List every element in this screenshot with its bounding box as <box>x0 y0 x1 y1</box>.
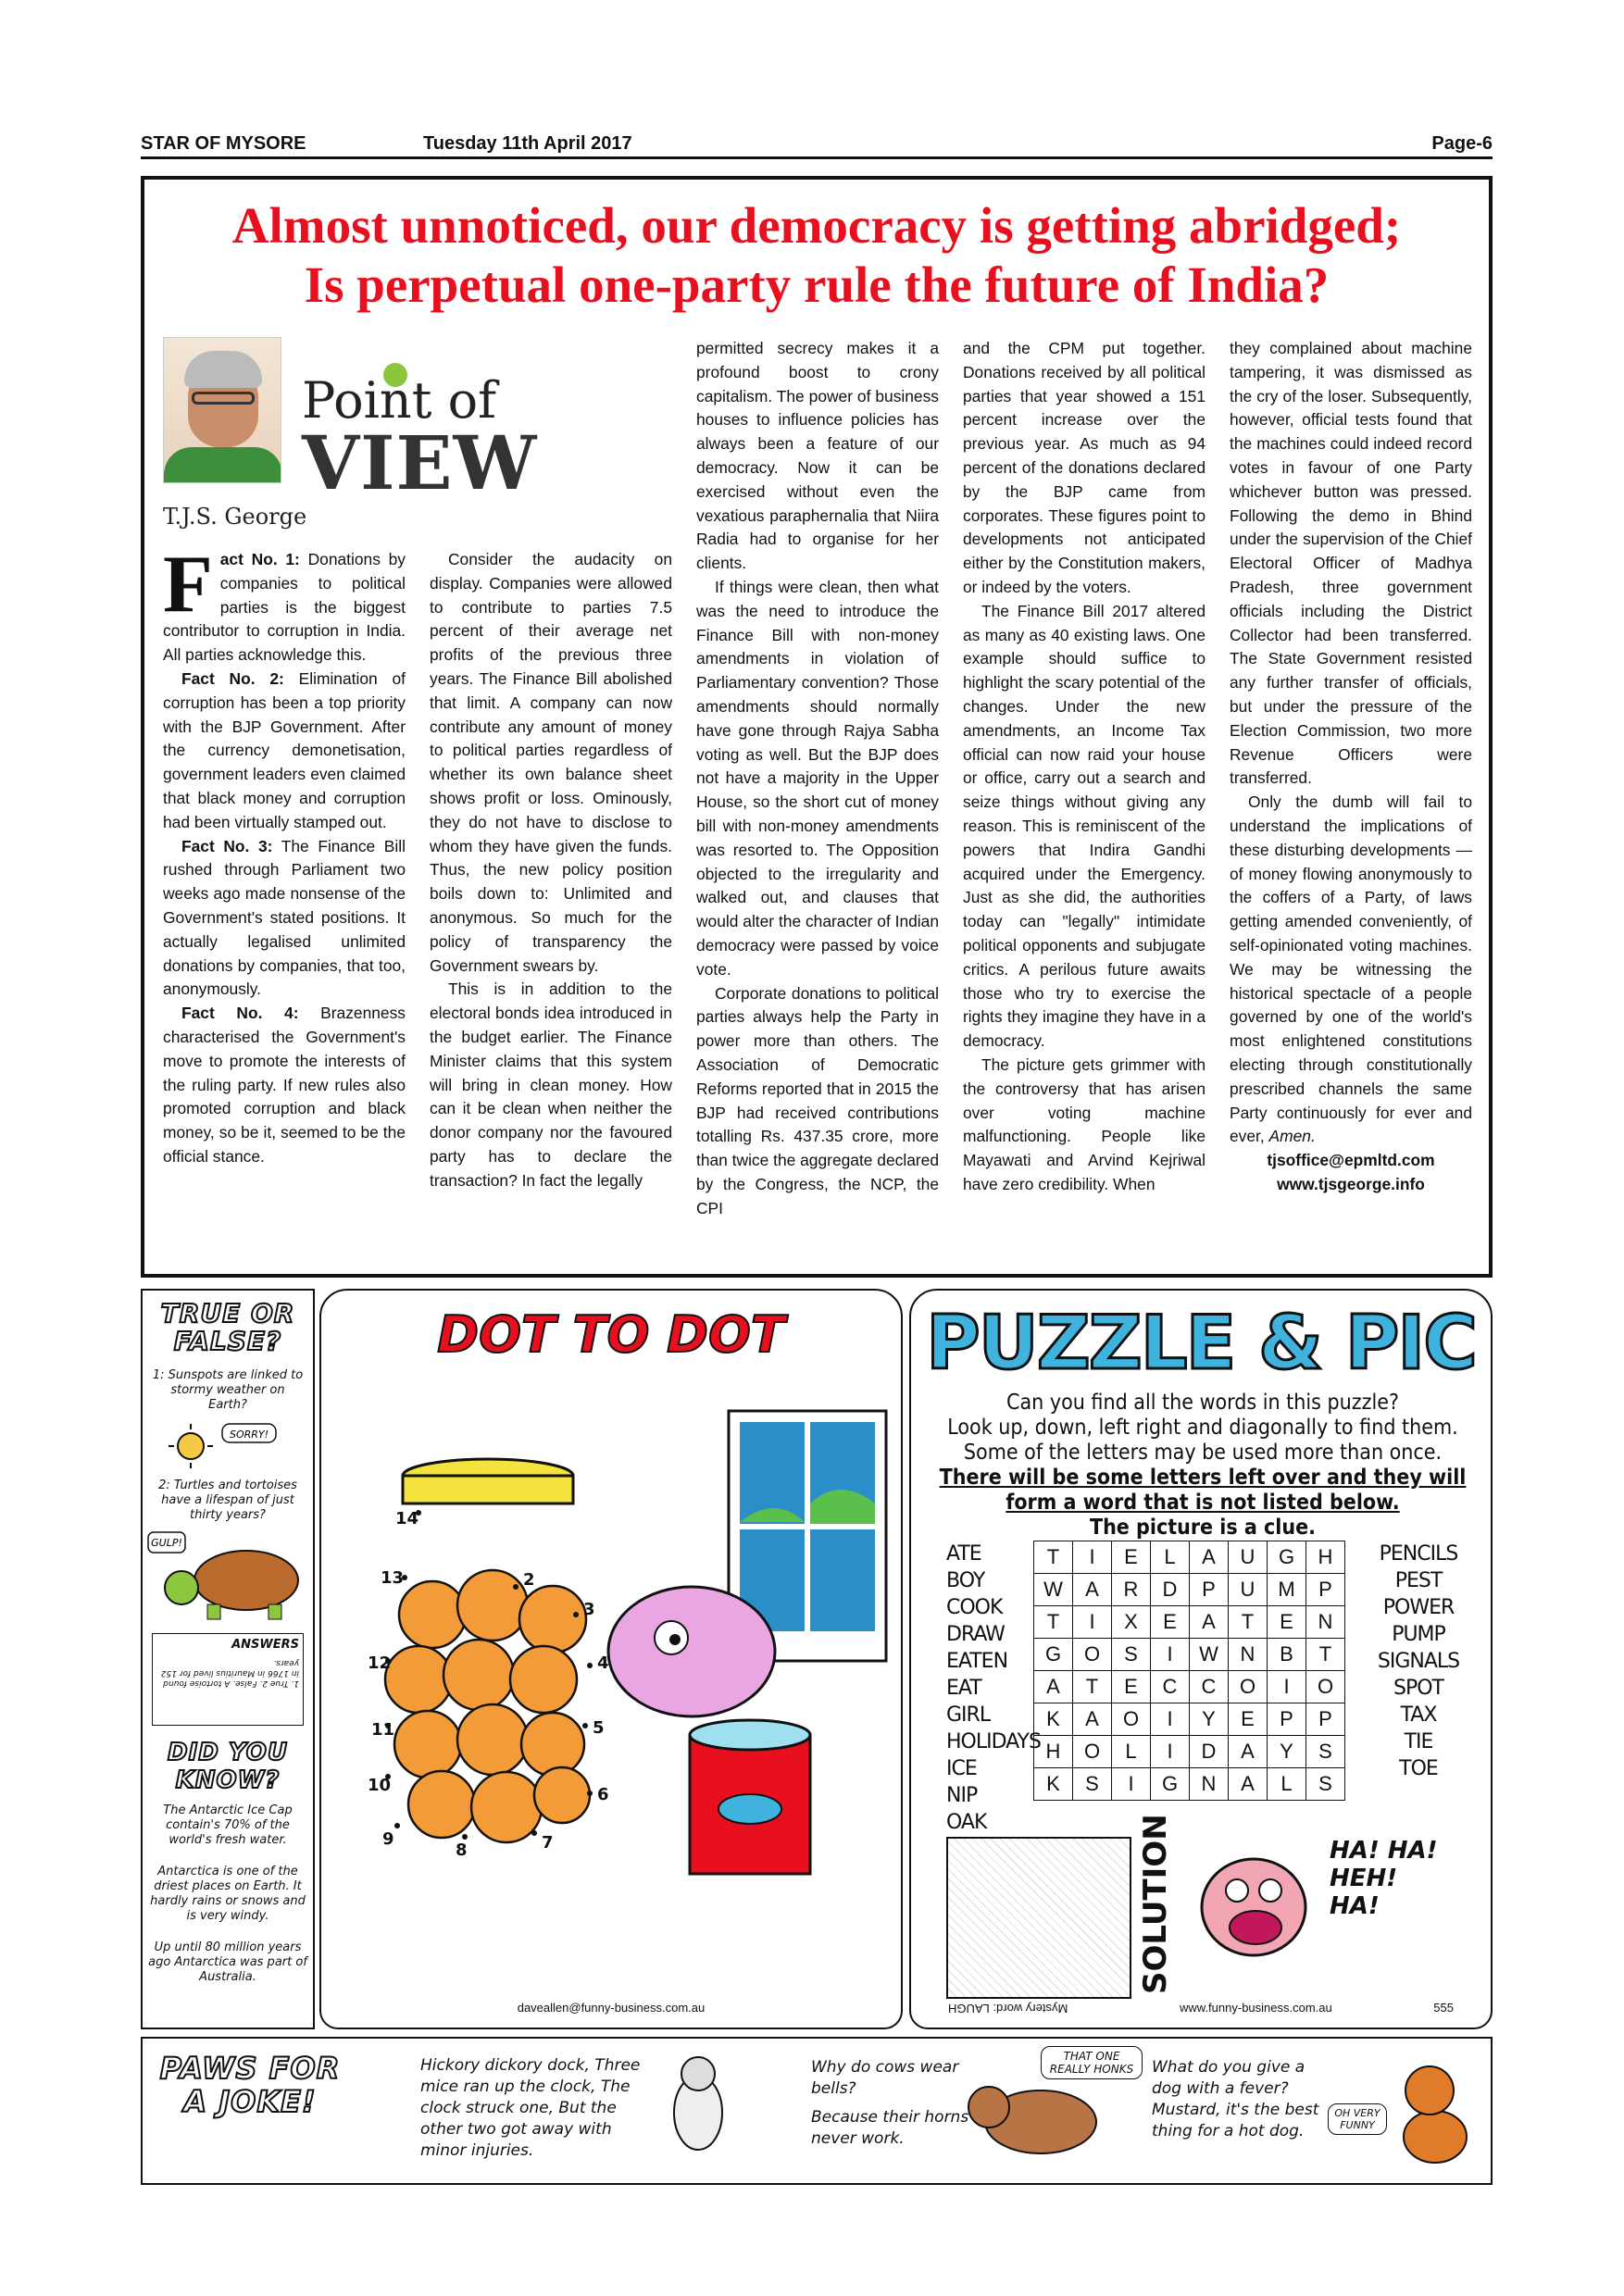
dyk-fact-1: The Antarctic Ice Cap contain's 70% of the world's fresh water. <box>163 1803 293 1847</box>
grid-letter: I <box>1073 1541 1112 1574</box>
grid-row <box>1034 1541 1345 1574</box>
grid-letter: D <box>1190 1736 1229 1768</box>
tf-question-2: 2: Turtles and tortoises have a lifespan of just thirty years? <box>158 1479 297 1522</box>
word-list-item: BOY <box>946 1569 985 1592</box>
solution-grid <box>946 1837 1131 1999</box>
grid-row <box>1034 1639 1345 1671</box>
grid-letter: O <box>1112 1703 1151 1736</box>
author-email[interactable]: tjsoffice@epmltd.com <box>1267 1151 1435 1170</box>
puzzle-intro-clue: The picture is a clue. <box>1089 1516 1317 1540</box>
grid-letter: P <box>1190 1574 1229 1606</box>
grid-letter: I <box>1151 1703 1190 1736</box>
grid-letter: A <box>1034 1671 1073 1703</box>
paragraph: If things were clean, then what was the need to introduce the Finance Bill with non-money amendments in violation of Parliamentary convention? Those amendments should normally have gone through Rajya Sabha voting as well. But the BJP does not have a majority in the Upper House, so the short cut of money bill with non-money amendments was resorted to. The Opposition objected to the irregularity and walked out, and clauses that would alter the character of Indian democracy were passed by voice vote. <box>696 577 939 979</box>
joke-3: What do you give a dog with a fever? Mustard, it's the best thing for a hot dog. <box>1152 2058 1319 2140</box>
word-list-item: POWER <box>1382 1596 1455 1619</box>
article-column-2 <box>430 548 672 1193</box>
joke-2-question: Why do cows wear bells? <box>811 2058 959 2098</box>
grid-letter: K <box>1034 1703 1073 1736</box>
dot-to-dot-panel <box>319 1289 903 2029</box>
dog-cartoon-icon <box>1383 2048 1485 2177</box>
dot-number: 2 <box>523 1570 535 1590</box>
grid-letter: B <box>1268 1639 1306 1671</box>
headline-line-1: Almost unnoticed, our democracy is getting abridged; <box>231 197 1402 254</box>
grid-letter: P <box>1268 1703 1306 1736</box>
paragraph: permitted secrecy makes it a profound boost to crony capitalism. The power of business houses to influence policies has always been a feature of our democracy. Now it can be exercised without even the vexatious paraphernalia that Niira Radia had to organise for her clients. <box>696 339 939 573</box>
grid-row <box>1034 1703 1345 1736</box>
orange-balls <box>385 1570 590 1842</box>
grid-letter: E <box>1151 1606 1190 1639</box>
paragraph: they complained about machine tampering, it was dismissed as the cry of the loser. Subsequently, however, official tests found that the machines could indeed record votes in favour of one Party whichever button was pressed. Following the demo in Bhind under the supervision of the Chief Electoral Officer of Madhya Pradesh, three government officials including the District Collector had been transferred. The State Government resisted any further transfer of officials, but under the pressure of the Election Commission, two more Revenue Officers were transferred. <box>1230 339 1472 788</box>
did-you-know-title: DID YOU KNOW? <box>167 1739 288 1794</box>
joke-1: Hickory dickory dock, Three mice ran up the clock, The clock struck one, But the other two got away with minor injuries. <box>420 2056 641 2160</box>
headline <box>144 196 1489 315</box>
grid-letter: O <box>1306 1671 1345 1703</box>
grid-letter: D <box>1151 1574 1190 1606</box>
grid-letter: I <box>1112 1768 1151 1801</box>
word-list-item: ATE <box>946 1542 981 1566</box>
grid-row <box>1034 1768 1345 1801</box>
fact-text-1: Donations by companies to political parties is the biggest contributor to corruption in India. All parties acknowledge this. <box>163 550 406 665</box>
grid-letter: T <box>1034 1606 1073 1639</box>
paragraph: This is in addition to the electoral bonds idea introduced in the budget earlier. The Finance Minister claims that this system will bring in clean money. How can it be clean when neither the donor company nor the favoured party has to declare the transaction? In fact the legally <box>430 980 672 1190</box>
word-list-item: PEST <box>1394 1569 1443 1592</box>
paper-name: STAR OF MYSORE <box>141 133 306 154</box>
joke-2-answer: Because their horns never work. <box>811 2108 969 2148</box>
word-list-item: DRAW <box>946 1623 1005 1646</box>
grid-letter: O <box>1229 1671 1268 1703</box>
puzzle-number: 555 <box>1433 2001 1454 2015</box>
laughing-face-icon <box>1189 1837 1318 1966</box>
word-list-item: SPOT <box>1393 1677 1443 1700</box>
grid-letter: T <box>1073 1671 1112 1703</box>
article-box <box>141 176 1493 1278</box>
dot-number: 14 <box>395 1509 419 1529</box>
grid-letter: A <box>1229 1736 1268 1768</box>
dyk-fact-2: Antarctica is one of the driest places on Earth. It hardly rains or snows and is very windy. <box>150 1865 306 1923</box>
word-list-item: TAX <box>1400 1703 1437 1727</box>
mouse-cartoon-icon <box>643 2048 763 2177</box>
grid-letter: A <box>1229 1768 1268 1801</box>
grid-letter: O <box>1073 1639 1112 1671</box>
paragraph: Corporate donations to political parties always help the Party in power more than others. The Association of Democratic Reforms reported that in 2015 the BJP had received contributions totalling Rs. 437.35 crore, more than twice the aggregate declared by the Congress, the NCP, the CPI <box>696 983 940 1217</box>
column-title-b: VIEW <box>302 419 538 506</box>
dot-number: 7 <box>542 1833 554 1853</box>
grid-letter: C <box>1151 1671 1190 1703</box>
grid-letter: I <box>1151 1639 1190 1671</box>
paws-title: PAWS FOR A JOKE! <box>159 2051 341 2119</box>
grid-letter: Y <box>1268 1736 1306 1768</box>
word-list-item: EATEN <box>946 1650 1008 1673</box>
puzzle-panel <box>909 1289 1493 2029</box>
column-title-a: Point of <box>302 371 497 430</box>
paws-for-a-joke-panel <box>141 2037 1493 2185</box>
word-list-item: HOLIDAYS <box>946 1730 1041 1753</box>
sun-cartoon-icon <box>143 1413 313 1470</box>
fact-lead-4: Fact No. 4: <box>181 1004 299 1023</box>
dog-speech-bubble: OH VERY FUNNY <box>1328 2103 1387 2135</box>
grid-letter: W <box>1190 1639 1229 1671</box>
word-list-item: NIP <box>946 1784 978 1807</box>
word-list-item: TOE <box>1399 1757 1438 1780</box>
puzzle-intro-bold: There will be some letters left over and they will form a word that is not listed below. <box>939 1466 1467 1515</box>
paragraph: and the CPM put together. Donations received by all political parties that year showed a 151 percent increase over the previous year. As much as 94 percent of the donations declared by the BJP came from corporates. These figures point to developments not anticipated either by the Constitution makers, or indeed by the voters. <box>963 339 1206 596</box>
grid-letter: N <box>1306 1606 1345 1639</box>
grid-letter: S <box>1306 1736 1345 1768</box>
article-column-4 <box>963 337 1206 1197</box>
dot-number: 11 <box>371 1720 395 1740</box>
paragraph: Only the dumb will fail to understand the implications of these disturbing developments — of money flowing anonymously to the coffers of a Party, of laws getting amended conveniently, of self-opinionated voting machines. We may be witnessing the historical spectacle of a people governed by one of the world's most enlightened constitutions electing through constitutionally prescribed channels the same Party continuously for ever and ever, <box>1230 792 1472 1146</box>
grid-letter: A <box>1190 1541 1229 1574</box>
grid-letter: G <box>1151 1768 1190 1801</box>
grid-row <box>1034 1606 1345 1639</box>
dot-number: 4 <box>597 1653 609 1673</box>
svg-text:GULP!: GULP! <box>151 1537 182 1549</box>
grid-letter: I <box>1073 1606 1112 1639</box>
answers-text: 1. True 2. False. A tortoise found in 1766 in Mauritius lived for 152 years. <box>160 1658 299 1688</box>
grid-letter: O <box>1073 1736 1112 1768</box>
dyk-fact-3: Up until 80 million years ago Antarctica was part of Australia. <box>148 1940 307 1984</box>
puzzle-intro <box>930 1391 1476 1541</box>
word-list-item: PUMP <box>1392 1623 1445 1646</box>
headline-line-2: Is perpetual one-party rule the future of India? <box>304 256 1330 313</box>
grid-letter: T <box>1306 1639 1345 1671</box>
fact-text-2: Elimination of corruption has been a top priority with the BJP Government. After the currency demonetisation, government leaders even claimed that black money and corruption had been virtually stamped out. <box>163 668 406 831</box>
grid-letter: L <box>1151 1541 1190 1574</box>
grid-letter: L <box>1112 1736 1151 1768</box>
puzzle-intro-line: Look up, down, left right and diagonally to find them. <box>947 1416 1458 1440</box>
dot-number: 9 <box>382 1829 394 1849</box>
grid-letter: M <box>1268 1574 1306 1606</box>
word-list-item: GIRL <box>946 1703 991 1727</box>
paragraph: The Finance Bill 2017 altered as many as 40 existing laws. One example should suffice to highlight the scary potential of the changes. Under the new amendments, an Income Tax official can now raid your house or office, carry out a search and seize things without giving any reason. This is reminiscent of the powers that Indira Gandhi acquired under the Emergency. Just as she did, the authorities today can "legally" intimidate political opponents and subjugate critics. A perilous future awaits those who try to exercise the rights they imagine they have in a democracy. <box>963 601 1206 1051</box>
grid-letter: K <box>1034 1768 1073 1801</box>
puzzle-title: PUZZLE & PIC <box>926 1300 1476 1386</box>
word-list-right <box>1363 1541 1474 1782</box>
dot-number: 3 <box>583 1600 595 1619</box>
grid-letter: N <box>1190 1768 1229 1801</box>
byline: T.J.S. George <box>163 504 307 530</box>
tf-question-1: 1: Sunspots are linked to stormy weather on Earth? <box>152 1368 304 1412</box>
grid-letter: T <box>1229 1606 1268 1639</box>
solution-label: SOLUTION <box>1137 1814 1174 1994</box>
tortoise-cartoon-icon <box>143 1523 313 1625</box>
sun-bubble: SORRY! <box>229 1429 269 1441</box>
puzzle-credit[interactable]: www.funny-business.com.au <box>1180 2001 1332 2015</box>
dot-number: 12 <box>368 1653 392 1673</box>
grid-letter: P <box>1306 1703 1345 1736</box>
grid-letter: Y <box>1190 1703 1229 1736</box>
true-false-title: TRUE OR FALSE? <box>160 1298 295 1356</box>
paragraph: Consider the audacity on display. Companies were allowed to contribute to parties 7.5 percent of their average net profits of the previous three years. The Finance Bill abolished that limit. A company can now contribute any amount of money to political parties regardless of whether its own balance sheet shows profit or loss. Ominously, they do not have to disclose to whom they have given the funds. Thus, the new policy position boils down to: Unlimited and anonymous. So much for the policy of transparency the Government swears by. <box>430 550 672 975</box>
fact-lead-3: Fact No. 3: <box>181 836 273 855</box>
dot-number: 5 <box>593 1718 605 1738</box>
fact-lead-2: Fact No. 2: <box>181 668 284 688</box>
grid-letter: A <box>1073 1703 1112 1736</box>
dot-number: 8 <box>456 1841 468 1860</box>
page-number: Page-6 <box>1431 133 1493 154</box>
puzzle-intro-line: Can you find all the words in this puzzle? <box>1006 1391 1399 1415</box>
grid-letter: R <box>1112 1574 1151 1606</box>
grid-letter: E <box>1112 1541 1151 1574</box>
grid-letter: H <box>1034 1736 1073 1768</box>
grid-letter: A <box>1073 1574 1112 1606</box>
grid-letter: E <box>1268 1606 1306 1639</box>
word-list-item: EAT <box>946 1677 981 1700</box>
grid-letter: U <box>1229 1541 1268 1574</box>
dot-number: 6 <box>597 1785 609 1804</box>
grid-letter: A <box>1190 1606 1229 1639</box>
author-website[interactable]: www.tjsgeorge.info <box>1277 1174 1425 1193</box>
mystery-word: Mystery word: LAUGH <box>948 2002 1068 2015</box>
answers-box <box>152 1633 304 1726</box>
grid-letter: W <box>1034 1574 1073 1606</box>
grid-row <box>1034 1736 1345 1768</box>
grid-letter: I <box>1268 1671 1306 1703</box>
issue-date: Tuesday 11th April 2017 <box>423 133 632 154</box>
column-header <box>163 337 538 559</box>
article-column-3 <box>696 337 939 1220</box>
dot-to-dot-title: DOT TO DOT <box>437 1305 785 1364</box>
word-list-item: TIE <box>1404 1730 1433 1753</box>
grid-letter: N <box>1229 1639 1268 1671</box>
paragraph: The picture gets grimmer with the controversy that has arisen over voting machine malfunctioning. People like Mayawati and Arvind Kejriwal have zero credibility. When <box>963 1054 1206 1193</box>
grid-letter: C <box>1190 1671 1229 1703</box>
grid-letter: E <box>1229 1703 1268 1736</box>
amen: Amen. <box>1268 1127 1316 1146</box>
fact-lead-1: act No. 1: <box>219 550 300 568</box>
grid-letter: P <box>1306 1574 1345 1606</box>
grid-row <box>1034 1574 1345 1606</box>
grid-letter: S <box>1073 1768 1112 1801</box>
dot-number: 13 <box>381 1568 405 1588</box>
word-search-grid <box>1033 1541 1345 1801</box>
grid-row <box>1034 1671 1345 1703</box>
grid-letter: U <box>1229 1574 1268 1606</box>
puzzle-intro-line: Some of the letters may be used more than once. <box>963 1441 1443 1465</box>
dot-number: 10 <box>368 1776 392 1795</box>
word-list-item: OAK <box>946 1811 987 1834</box>
grid-letter: X <box>1112 1606 1151 1639</box>
drop-cap: F <box>163 540 213 630</box>
laugh-text: HA! HA! HEH! HA! <box>1330 1837 1438 1920</box>
article-column-1 <box>163 540 406 1169</box>
column-title <box>302 371 538 506</box>
true-false-panel <box>141 1289 315 2029</box>
grid-letter: L <box>1268 1768 1306 1801</box>
word-list-item: ICE <box>946 1757 977 1780</box>
grid-letter: H <box>1306 1541 1345 1574</box>
article-column-5 <box>1230 337 1472 1197</box>
dot-to-dot-drawing <box>321 1374 901 2022</box>
grid-letter: S <box>1306 1768 1345 1801</box>
word-list-item: SIGNALS <box>1377 1650 1460 1673</box>
grid-letter: G <box>1034 1639 1073 1671</box>
word-list-item: COOK <box>946 1596 1003 1619</box>
grid-letter: G <box>1268 1541 1306 1574</box>
fact-text-3: The Finance Bill rushed through Parliament two weeks ago made nonsense of the Government's stated positions. It actually legalised unlimited donations by companies, that too, anonymously. <box>163 836 406 999</box>
dot-to-dot-credit[interactable]: daveallen@funny-business.com.au <box>517 2001 706 2015</box>
word-list-left <box>946 1541 1041 1836</box>
answers-title: ANSWERS <box>231 1638 299 1652</box>
word-list-item: PENCILS <box>1379 1542 1458 1566</box>
grid-letter: E <box>1112 1671 1151 1703</box>
grid-letter: I <box>1151 1736 1190 1768</box>
grid-letter: T <box>1034 1541 1073 1574</box>
author-photo <box>163 337 281 483</box>
masthead <box>141 131 1493 159</box>
cow-speech-bubble: THAT ONE REALLY HONKS <box>1041 2046 1143 2079</box>
grid-letter: S <box>1112 1639 1151 1671</box>
fact-text-4: Brazenness characterised the Government's move to promote the interests of the ruling party. If new rules also promoted corruption and black money, so be it, seemed to be the official stance. <box>163 1004 406 1166</box>
